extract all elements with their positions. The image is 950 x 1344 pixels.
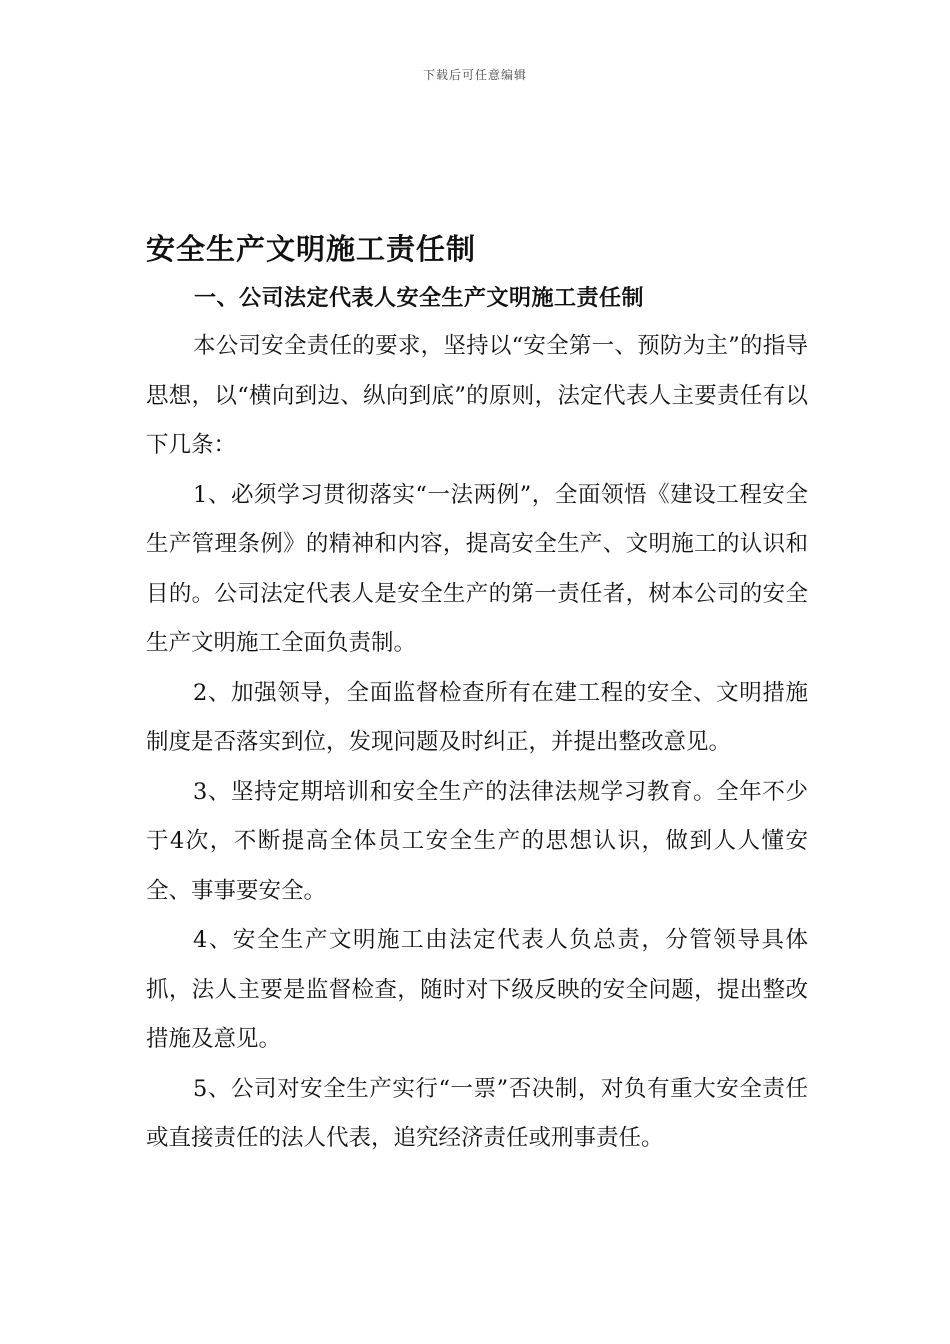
clause-3-paragraph: 3、坚持定期培训和安全生产的法律法规学习教育。全年不少于4次，不断提高全体员工安全生产的思想认识，做到人人懂安全、事事要安全。 <box>146 778 808 904</box>
intro-paragraph: 本公司安全责任的要求，坚持以“安全第一、预防为主”的指导思想，以“横向到边、纵向到底”的原则，法定代表人主要责任有以下几条： <box>146 333 808 458</box>
clause-5-paragraph: 5、公司对安全生产实行“一票”否决制，对负有重大安全责任或直接责任的法人代表，追究经济责任或刑事责任。 <box>146 1075 808 1151</box>
document-body <box>146 224 808 1164</box>
document-title: 安全生产文明施工责任制 <box>146 232 477 266</box>
section-heading: 一、公司法定代表人安全生产文明施工责任制 <box>194 286 645 311</box>
clause-2-paragraph: 2、加强领导，全面监督检查所有在建工程的安全、文明措施制度是否落实到位，发现问题及时纠正，并提出整改意见。 <box>146 679 808 755</box>
clause-4-paragraph: 4、安全生产文明施工由法定代表人负总责，分管领导具体抓，法人主要是监督检查，随时对下级反映的安全问题，提出整改措施及意见。 <box>146 927 808 1052</box>
clause-1-paragraph: 1、必须学习贯彻落实“一法两例”，全面领悟《建设工程安全生产管理条例》的精神和内容，提高安全生产、文明施工的认识和目的。公司法定代表人是安全生产的第一责任者，树本公司的安全生产文明施工全面负责制。 <box>146 481 808 656</box>
header-note: 下载后可任意编辑 <box>422 68 527 82</box>
